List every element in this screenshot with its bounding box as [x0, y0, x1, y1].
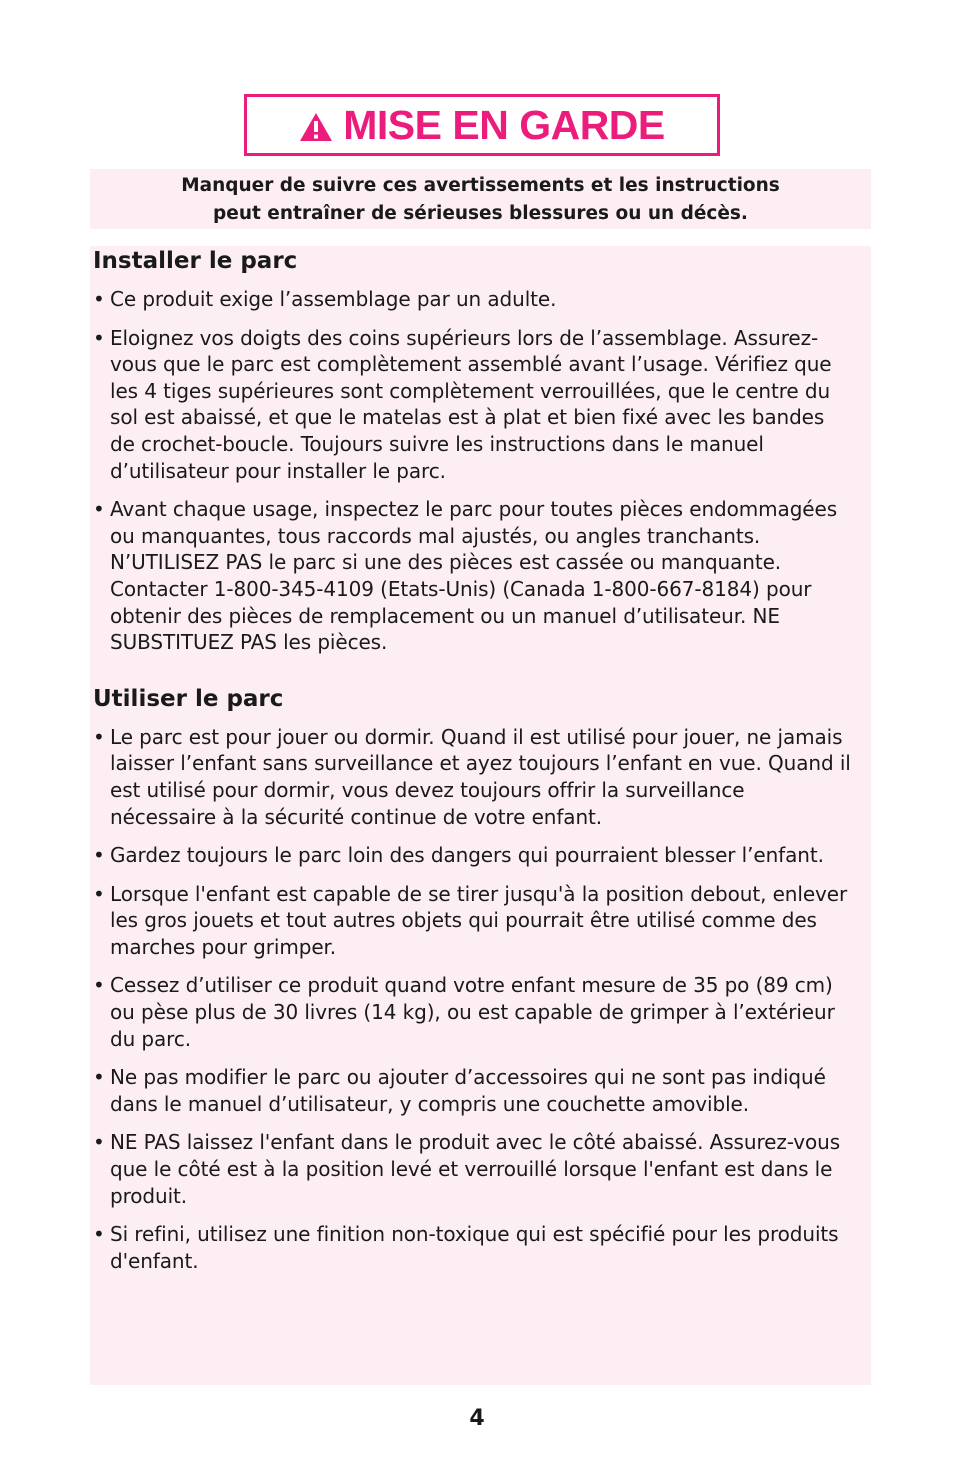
bullet-list-installer — [93, 286, 851, 656]
section-utiliser — [93, 684, 851, 1275]
list-item: • NE PAS laissez l'enfant dans le produit avec le côté abaissé. Assurez-vous que le côté est à la position levé et verrouillé lorsque l'enfant est dans le produit. — [93, 1129, 851, 1209]
section-title-utiliser: Utiliser le parc — [93, 685, 284, 712]
warnings-body — [90, 246, 871, 1385]
section-title-installer: Installer le parc — [93, 248, 298, 274]
list-item: • Avant chaque usage, inspectez le parc pour toutes pièces endommagées ou manquantes, tous raccords mal ajustés, ou angles tranchants. N’UTILISEZ PAS le parc si une des pièces est cassée ou manquante. Contacter 1-800-345-4109 (Etats-Unis) (Canada 1-800-667-8184) pour obtenir des pièces de remplacement ou un manuel d’utilisateur. NE SUBSTITUEZ PAS les pièces. — [93, 496, 851, 656]
list-item: • Si refini, utilisez une finition non-toxique qui est spécifié pour les produits d'enfant. — [93, 1221, 851, 1274]
list-item: • Ce produit exige l’assemblage par un adulte. — [93, 286, 851, 313]
bullet-list-utiliser — [93, 724, 851, 1275]
warning-intro-line-1: Manquer de suivre ces avertissements et les instructions — [181, 175, 780, 196]
page-number: 4 — [469, 1406, 485, 1431]
list-item: • Le parc est pour jouer ou dormir. Quand il est utilisé pour jouer, ne jamais laisser l’enfant sans surveillance et ayez toujours l’enfant en vue. Quand il est utilisé pour dormir, vous devez toujours offrir la surveillance nécessaire à la sécurité continue de votre enfant. — [93, 724, 851, 830]
warning-intro-line-2: peut entraîner de sérieuses blessures ou un décès. — [213, 203, 748, 224]
list-item: • Eloignez vos doigts des coins supérieurs lors de l’assemblage. Assurez-vous que le parc est complètement assemblé avant l’usage. Vérifiez que les 4 tiges supérieures sont complètement verrouillées, que le centre du sol est abaissé, et que le matelas est à plat et bien fixé avec les bandes de crochet-boucle. Toujours suivre les instructions dans le manuel d’utilisateur pour installer le parc. — [93, 325, 851, 485]
list-item: • Lorsque l'enfant est capable de se tirer jusqu'à la position debout, enlever les gros jouets et tout autres objets qui pourrait être utilisé comme des marches pour grimper. — [93, 881, 851, 961]
warning-triangle-icon — [299, 111, 333, 143]
warning-title: MISE EN GARDE — [343, 101, 665, 148]
list-item: • Cessez d’utiliser ce produit quand votre enfant mesure de 35 po (89 cm) ou pèse plus de 30 livres (14 kg), ou est capable de grimper à l’extérieur du parc. — [93, 972, 851, 1052]
list-item: • Gardez toujours le parc loin des dangers qui pourraient blesser l’enfant. — [93, 842, 851, 869]
list-item: • Ne pas modifier le parc ou ajouter d’accessoires qui ne sont pas indiqué dans le manuel d’utilisateur, y compris une couchette amovible. — [93, 1064, 851, 1117]
warning-header — [244, 94, 720, 156]
section-installer — [93, 246, 851, 656]
warning-intro — [90, 169, 871, 229]
